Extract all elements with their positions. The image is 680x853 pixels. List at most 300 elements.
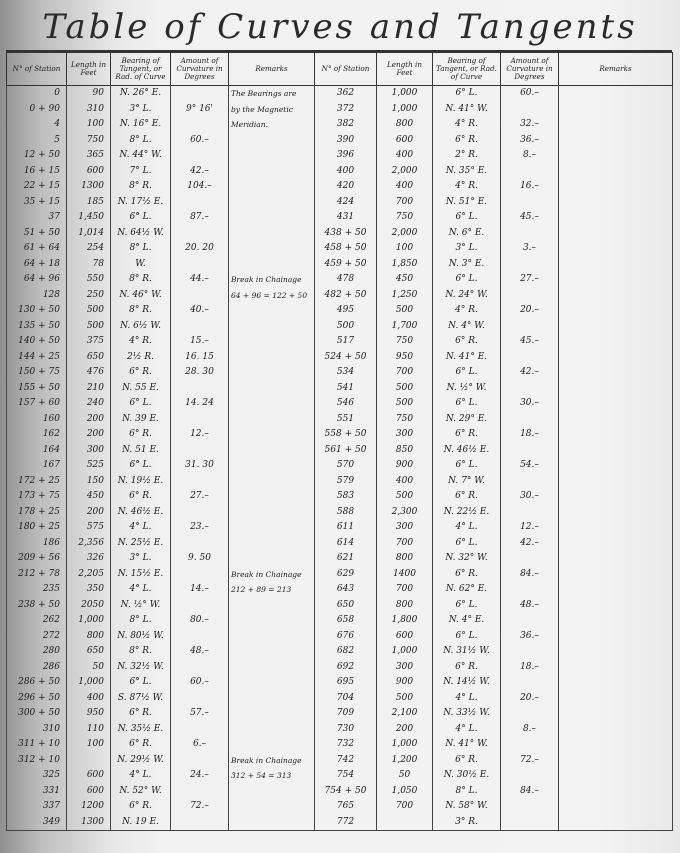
cell-remarks-1 bbox=[229, 443, 315, 459]
cell-length-1: 310 bbox=[67, 102, 111, 118]
cell-bearing-2: 6° L. bbox=[433, 458, 501, 474]
cell-station-1: 180 + 25 bbox=[7, 520, 67, 536]
cell-station-2: 730 bbox=[315, 722, 377, 738]
cell-length-1: 1200 bbox=[67, 799, 111, 815]
cell-station-2: 588 bbox=[315, 505, 377, 521]
cell-curvature-2 bbox=[501, 381, 559, 397]
cell-bearing-1: 2½ R. bbox=[111, 350, 171, 366]
cell-remarks-1 bbox=[229, 536, 315, 552]
cell-station-1: 296 + 50 bbox=[7, 691, 67, 707]
cell-remarks-2 bbox=[559, 257, 673, 273]
cell-bearing-1: N. 19 E. bbox=[111, 815, 171, 831]
cell-curvature-2: 3.– bbox=[501, 241, 559, 257]
cell-bearing-1: N. 64½ W. bbox=[111, 226, 171, 242]
cell-curvature-1 bbox=[171, 381, 229, 397]
cell-bearing-1: N. 6½ W. bbox=[111, 319, 171, 335]
table-row bbox=[7, 629, 673, 645]
cell-length-2: 800 bbox=[377, 117, 433, 133]
cell-curvature-2 bbox=[501, 582, 559, 598]
cell-curvature-1 bbox=[171, 629, 229, 645]
cell-station-1: 144 + 25 bbox=[7, 350, 67, 366]
cell-station-2: 629 bbox=[315, 567, 377, 583]
table-row bbox=[7, 164, 673, 180]
cell-station-2: 478 bbox=[315, 272, 377, 288]
cell-curvature-2 bbox=[501, 195, 559, 211]
cell-bearing-2: 4° R. bbox=[433, 117, 501, 133]
cell-curvature-2: 84.– bbox=[501, 784, 559, 800]
cell-station-1: 160 bbox=[7, 412, 67, 428]
cell-remarks-2 bbox=[559, 179, 673, 195]
cell-length-1: 575 bbox=[67, 520, 111, 536]
cell-station-2: 459 + 50 bbox=[315, 257, 377, 273]
cell-bearing-2: N. 22½ E. bbox=[433, 505, 501, 521]
cell-station-1: 51 + 50 bbox=[7, 226, 67, 242]
cell-curvature-2 bbox=[501, 706, 559, 722]
cell-station-2: 754 + 50 bbox=[315, 784, 377, 800]
cell-bearing-2: 3° L. bbox=[433, 241, 501, 257]
cell-bearing-2: 6° L. bbox=[433, 629, 501, 645]
cell-curvature-1: 6.– bbox=[171, 737, 229, 753]
cell-bearing-1: 8° L. bbox=[111, 613, 171, 629]
cell-curvature-2: 54.– bbox=[501, 458, 559, 474]
cell-curvature-2 bbox=[501, 799, 559, 815]
cell-remarks-1: Break in Chainage bbox=[229, 272, 315, 288]
cell-length-1: 400 bbox=[67, 691, 111, 707]
cell-station-1: 12 + 50 bbox=[7, 148, 67, 164]
cell-length-2: 1,850 bbox=[377, 257, 433, 273]
cell-length-1: 950 bbox=[67, 706, 111, 722]
cell-station-2: 676 bbox=[315, 629, 377, 645]
header-remarks-1: Remarks bbox=[229, 53, 315, 86]
cell-bearing-2: 4° L. bbox=[433, 722, 501, 738]
cell-remarks-1 bbox=[229, 195, 315, 211]
cell-curvature-1 bbox=[171, 195, 229, 211]
cell-bearing-1: W. bbox=[111, 257, 171, 273]
cell-length-2: 750 bbox=[377, 210, 433, 226]
cell-curvature-2: 48.– bbox=[501, 598, 559, 614]
cell-bearing-1: 8° R. bbox=[111, 644, 171, 660]
cell-length-1: 200 bbox=[67, 412, 111, 428]
cell-station-2: 621 bbox=[315, 551, 377, 567]
cell-remarks-1 bbox=[229, 551, 315, 567]
cell-remarks-2 bbox=[559, 350, 673, 366]
table-row bbox=[7, 334, 673, 350]
cell-bearing-2: N. 35° E. bbox=[433, 164, 501, 180]
cell-remarks-1 bbox=[229, 660, 315, 676]
cell-remarks-2 bbox=[559, 427, 673, 443]
cell-bearing-1: N. 15½ E. bbox=[111, 567, 171, 583]
cell-station-1: 130 + 50 bbox=[7, 303, 67, 319]
cell-curvature-1 bbox=[171, 536, 229, 552]
cell-station-2: 400 bbox=[315, 164, 377, 180]
cell-station-1: 337 bbox=[7, 799, 67, 815]
cell-remarks-2 bbox=[559, 319, 673, 335]
cell-station-1: 0 + 90 bbox=[7, 102, 67, 118]
cell-remarks-2 bbox=[559, 148, 673, 164]
cell-remarks-2 bbox=[559, 784, 673, 800]
cell-station-2: 650 bbox=[315, 598, 377, 614]
cell-remarks-1 bbox=[229, 365, 315, 381]
cell-station-2: 692 bbox=[315, 660, 377, 676]
cell-curvature-2: 30.– bbox=[501, 489, 559, 505]
table-row bbox=[7, 799, 673, 815]
table-row bbox=[7, 505, 673, 521]
cell-station-1: 209 + 56 bbox=[7, 551, 67, 567]
cell-bearing-1: 3° L. bbox=[111, 102, 171, 118]
cell-curvature-2 bbox=[501, 443, 559, 459]
cell-remarks-1 bbox=[229, 737, 315, 753]
cell-station-2: 420 bbox=[315, 179, 377, 195]
cell-bearing-2: N. 51° E. bbox=[433, 195, 501, 211]
cell-bearing-2: N. 41° W. bbox=[433, 737, 501, 753]
cell-curvature-1: 12.– bbox=[171, 427, 229, 443]
cell-bearing-1: 4° L. bbox=[111, 520, 171, 536]
cell-length-2: 1,250 bbox=[377, 288, 433, 304]
cell-length-2: 400 bbox=[377, 179, 433, 195]
cell-length-1: 600 bbox=[67, 784, 111, 800]
cell-remarks-1 bbox=[229, 412, 315, 428]
cell-curvature-2: 18.– bbox=[501, 660, 559, 676]
cell-station-1: 286 + 50 bbox=[7, 675, 67, 691]
cell-remarks-1 bbox=[229, 164, 315, 180]
cell-remarks-2 bbox=[559, 536, 673, 552]
table-row bbox=[7, 722, 673, 738]
table-row bbox=[7, 691, 673, 707]
cell-bearing-1: 6° L. bbox=[111, 396, 171, 412]
cell-curvature-1 bbox=[171, 815, 229, 831]
cell-length-1: 100 bbox=[67, 117, 111, 133]
cell-length-1: 750 bbox=[67, 133, 111, 149]
cell-bearing-2: 6° R. bbox=[433, 660, 501, 676]
cell-remarks-2 bbox=[559, 164, 673, 180]
cell-length-1: 250 bbox=[67, 288, 111, 304]
cell-bearing-1: 6° R. bbox=[111, 706, 171, 722]
cell-remarks-2 bbox=[559, 675, 673, 691]
table-row bbox=[7, 427, 673, 443]
cell-bearing-1: 6° R. bbox=[111, 365, 171, 381]
cell-length-1: 2,356 bbox=[67, 536, 111, 552]
cell-curvature-1 bbox=[171, 722, 229, 738]
cell-length-1: 240 bbox=[67, 396, 111, 412]
table-row bbox=[7, 489, 673, 505]
table-row bbox=[7, 458, 673, 474]
cell-station-2: 458 + 50 bbox=[315, 241, 377, 257]
cell-curvature-2: 20.– bbox=[501, 303, 559, 319]
cell-length-2: 1,000 bbox=[377, 86, 433, 102]
cell-remarks-1 bbox=[229, 520, 315, 536]
cell-bearing-2: 6° R. bbox=[433, 567, 501, 583]
cell-bearing-2: N. 33½ W. bbox=[433, 706, 501, 722]
cell-length-2: 1,000 bbox=[377, 644, 433, 660]
cell-remarks-2 bbox=[559, 520, 673, 536]
table-row bbox=[7, 210, 673, 226]
cell-remarks-2 bbox=[559, 102, 673, 118]
cell-bearing-2: 6° L. bbox=[433, 365, 501, 381]
cell-remarks-1: 312 + 54 = 313 bbox=[229, 768, 315, 784]
cell-curvature-1: 60.– bbox=[171, 675, 229, 691]
table-row bbox=[7, 319, 673, 335]
cell-length-2: 1,800 bbox=[377, 613, 433, 629]
cell-length-1: 550 bbox=[67, 272, 111, 288]
cell-station-1: 186 bbox=[7, 536, 67, 552]
cell-curvature-2 bbox=[501, 505, 559, 521]
cell-bearing-1: S. 87½ W. bbox=[111, 691, 171, 707]
cell-station-2: 772 bbox=[315, 815, 377, 831]
cell-curvature-1: 87.– bbox=[171, 210, 229, 226]
cell-curvature-2 bbox=[501, 551, 559, 567]
cell-bearing-1: N. 46½ E. bbox=[111, 505, 171, 521]
cell-station-1: 325 bbox=[7, 768, 67, 784]
cell-bearing-1: N. 25½ E. bbox=[111, 536, 171, 552]
cell-curvature-1 bbox=[171, 505, 229, 521]
cell-remarks-2 bbox=[559, 133, 673, 149]
cell-length-1: 1300 bbox=[67, 815, 111, 831]
cell-curvature-1 bbox=[171, 567, 229, 583]
cell-remarks-2 bbox=[559, 412, 673, 428]
cell-curvature-1: 14.– bbox=[171, 582, 229, 598]
cell-bearing-1: N. 44° W. bbox=[111, 148, 171, 164]
cell-bearing-1: 6° R. bbox=[111, 489, 171, 505]
cell-curvature-2: 72.– bbox=[501, 753, 559, 769]
cell-station-1: 0 bbox=[7, 86, 67, 102]
cell-bearing-1: N. 32½ W. bbox=[111, 660, 171, 676]
cell-remarks-2 bbox=[559, 365, 673, 381]
cell-length-1: 1300 bbox=[67, 179, 111, 195]
cell-length-2: 2,100 bbox=[377, 706, 433, 722]
cell-station-2: 561 + 50 bbox=[315, 443, 377, 459]
cell-station-1: 235 bbox=[7, 582, 67, 598]
cell-curvature-1: 14. 24 bbox=[171, 396, 229, 412]
cell-station-2: 682 bbox=[315, 644, 377, 660]
cell-station-1: 64 + 18 bbox=[7, 257, 67, 273]
cell-station-1: 311 + 10 bbox=[7, 737, 67, 753]
cell-length-2: 100 bbox=[377, 241, 433, 257]
cell-length-2: 1,200 bbox=[377, 753, 433, 769]
cell-bearing-2: 6° R. bbox=[433, 489, 501, 505]
cell-length-2: 500 bbox=[377, 303, 433, 319]
cell-station-1: 280 bbox=[7, 644, 67, 660]
cell-remarks-1 bbox=[229, 505, 315, 521]
cell-station-1: 135 + 50 bbox=[7, 319, 67, 335]
cell-bearing-1: 6° R. bbox=[111, 799, 171, 815]
cell-remarks-2 bbox=[559, 799, 673, 815]
cell-curvature-2 bbox=[501, 164, 559, 180]
cell-curvature-1: 16. 15 bbox=[171, 350, 229, 366]
cell-length-2: 700 bbox=[377, 799, 433, 815]
cell-length-1: 1,000 bbox=[67, 675, 111, 691]
cell-remarks-1 bbox=[229, 691, 315, 707]
cell-station-1: 262 bbox=[7, 613, 67, 629]
cell-bearing-1: N. 19½ E. bbox=[111, 474, 171, 490]
table-row bbox=[7, 350, 673, 366]
cell-remarks-1 bbox=[229, 133, 315, 149]
cell-remarks-2 bbox=[559, 288, 673, 304]
cell-curvature-1 bbox=[171, 319, 229, 335]
cell-curvature-2: 45.– bbox=[501, 334, 559, 350]
cell-remarks-1 bbox=[229, 629, 315, 645]
cell-curvature-2 bbox=[501, 319, 559, 335]
cell-bearing-2: 6° L. bbox=[433, 210, 501, 226]
cell-bearing-2: 6° R. bbox=[433, 427, 501, 443]
cell-curvature-1: 27.– bbox=[171, 489, 229, 505]
cell-remarks-2 bbox=[559, 660, 673, 676]
cell-curvature-2: 30.– bbox=[501, 396, 559, 412]
cell-curvature-1: 80.– bbox=[171, 613, 229, 629]
cell-curvature-2 bbox=[501, 613, 559, 629]
header-row bbox=[7, 53, 673, 86]
cell-bearing-2: N. ½° W. bbox=[433, 381, 501, 397]
cell-length-1: 110 bbox=[67, 722, 111, 738]
cell-curvature-2: 16.– bbox=[501, 179, 559, 195]
curves-table bbox=[6, 52, 673, 831]
cell-bearing-2: N. 46½ E. bbox=[433, 443, 501, 459]
cell-length-2: 600 bbox=[377, 629, 433, 645]
cell-curvature-2 bbox=[501, 288, 559, 304]
table-row bbox=[7, 365, 673, 381]
cell-length-2: 800 bbox=[377, 598, 433, 614]
cell-length-2: 700 bbox=[377, 536, 433, 552]
cell-bearing-1: 8° R. bbox=[111, 272, 171, 288]
cell-station-1: 22 + 15 bbox=[7, 179, 67, 195]
cell-station-2: 396 bbox=[315, 148, 377, 164]
cell-length-2: 700 bbox=[377, 365, 433, 381]
cell-length-2: 1,050 bbox=[377, 784, 433, 800]
cell-curvature-1 bbox=[171, 226, 229, 242]
cell-curvature-2 bbox=[501, 675, 559, 691]
cell-remarks-1: 212 + 89 = 213 bbox=[229, 582, 315, 598]
cell-curvature-1: 72.– bbox=[171, 799, 229, 815]
cell-remarks-1 bbox=[229, 350, 315, 366]
cell-length-1: 50 bbox=[67, 660, 111, 676]
cell-length-1: 600 bbox=[67, 164, 111, 180]
cell-bearing-1: 6° R. bbox=[111, 427, 171, 443]
table-row bbox=[7, 381, 673, 397]
cell-remarks-1 bbox=[229, 226, 315, 242]
table-row bbox=[7, 117, 673, 133]
cell-station-1: 167 bbox=[7, 458, 67, 474]
cell-remarks-2 bbox=[559, 644, 673, 660]
header-length-2: Length in Feet bbox=[377, 53, 433, 86]
table-row bbox=[7, 675, 673, 691]
table-row bbox=[7, 102, 673, 118]
cell-curvature-2: 20.– bbox=[501, 691, 559, 707]
header-bearing-2: Bearing of Tangent, or Rad. of Curve bbox=[433, 53, 501, 86]
cell-bearing-1: N. 29½ W. bbox=[111, 753, 171, 769]
cell-curvature-1: 23.– bbox=[171, 520, 229, 536]
cell-bearing-2: 4° R. bbox=[433, 303, 501, 319]
cell-remarks-2 bbox=[559, 551, 673, 567]
table-row bbox=[7, 133, 673, 149]
cell-station-2: 732 bbox=[315, 737, 377, 753]
cell-bearing-2: N. 62° E. bbox=[433, 582, 501, 598]
cell-station-2: 583 bbox=[315, 489, 377, 505]
cell-bearing-1: 6° R. bbox=[111, 737, 171, 753]
cell-remarks-1: Meridian. bbox=[229, 117, 315, 133]
header-curvature-2: Amount of Curvature in Degrees bbox=[501, 53, 559, 86]
cell-curvature-2: 60.– bbox=[501, 86, 559, 102]
cell-length-1: 450 bbox=[67, 489, 111, 505]
cell-remarks-1 bbox=[229, 598, 315, 614]
cell-station-1: 238 + 50 bbox=[7, 598, 67, 614]
cell-length-2: 950 bbox=[377, 350, 433, 366]
cell-station-1: 349 bbox=[7, 815, 67, 831]
cell-remarks-1: 64 + 96 = 122 + 50 bbox=[229, 288, 315, 304]
cell-bearing-2: 8° L. bbox=[433, 784, 501, 800]
cell-bearing-1: 8° L. bbox=[111, 133, 171, 149]
cell-station-1: 212 + 78 bbox=[7, 567, 67, 583]
cell-length-2: 750 bbox=[377, 334, 433, 350]
cell-station-1: 178 + 25 bbox=[7, 505, 67, 521]
cell-length-2: 1400 bbox=[377, 567, 433, 583]
table-body bbox=[7, 86, 673, 831]
cell-bearing-2: 6° R. bbox=[433, 334, 501, 350]
cell-length-2: 2,300 bbox=[377, 505, 433, 521]
cell-curvature-2 bbox=[501, 350, 559, 366]
cell-length-2: 400 bbox=[377, 148, 433, 164]
cell-remarks-1 bbox=[229, 396, 315, 412]
cell-remarks-2 bbox=[559, 334, 673, 350]
cell-remarks-2 bbox=[559, 396, 673, 412]
cell-station-2: 431 bbox=[315, 210, 377, 226]
cell-remarks-2 bbox=[559, 598, 673, 614]
table-row bbox=[7, 598, 673, 614]
cell-length-2: 900 bbox=[377, 675, 433, 691]
cell-length-2: 2,000 bbox=[377, 164, 433, 180]
header-length-1: Length in Feet bbox=[67, 53, 111, 86]
cell-station-2: 362 bbox=[315, 86, 377, 102]
cell-station-1: 173 + 75 bbox=[7, 489, 67, 505]
cell-remarks-2 bbox=[559, 737, 673, 753]
cell-bearing-1: N. 16° E. bbox=[111, 117, 171, 133]
cell-bearing-1: 8° R. bbox=[111, 303, 171, 319]
cell-bearing-1: N. 39 E. bbox=[111, 412, 171, 428]
cell-remarks-2 bbox=[559, 582, 673, 598]
cell-length-1: 185 bbox=[67, 195, 111, 211]
cell-length-2: 300 bbox=[377, 427, 433, 443]
cell-bearing-1: 4° R. bbox=[111, 334, 171, 350]
table-row bbox=[7, 195, 673, 211]
cell-bearing-2: 2° R. bbox=[433, 148, 501, 164]
cell-bearing-2: N. 41° W. bbox=[433, 102, 501, 118]
cell-station-1: 272 bbox=[7, 629, 67, 645]
cell-curvature-1 bbox=[171, 443, 229, 459]
cell-curvature-1 bbox=[171, 660, 229, 676]
cell-bearing-1: 6° L. bbox=[111, 675, 171, 691]
cell-length-1: 90 bbox=[67, 86, 111, 102]
table-row bbox=[7, 179, 673, 195]
cell-station-2: 372 bbox=[315, 102, 377, 118]
cell-station-2: 558 + 50 bbox=[315, 427, 377, 443]
page-title: Table of Curves and Tangents bbox=[42, 7, 638, 47]
cell-bearing-1: N. 52° W. bbox=[111, 784, 171, 800]
cell-length-2: 200 bbox=[377, 722, 433, 738]
cell-length-1: 2050 bbox=[67, 598, 111, 614]
cell-station-2: 611 bbox=[315, 520, 377, 536]
cell-bearing-1: 7° L. bbox=[111, 164, 171, 180]
cell-curvature-2 bbox=[501, 226, 559, 242]
cell-remarks-1 bbox=[229, 799, 315, 815]
cell-curvature-1: 24.– bbox=[171, 768, 229, 784]
cell-remarks-2 bbox=[559, 195, 673, 211]
cell-curvature-2 bbox=[501, 474, 559, 490]
cell-length-2: 500 bbox=[377, 396, 433, 412]
cell-bearing-1: 3° L. bbox=[111, 551, 171, 567]
cell-curvature-1 bbox=[171, 288, 229, 304]
cell-length-2: 300 bbox=[377, 660, 433, 676]
cell-remarks-2 bbox=[559, 505, 673, 521]
cell-curvature-1 bbox=[171, 474, 229, 490]
cell-length-2: 700 bbox=[377, 195, 433, 211]
